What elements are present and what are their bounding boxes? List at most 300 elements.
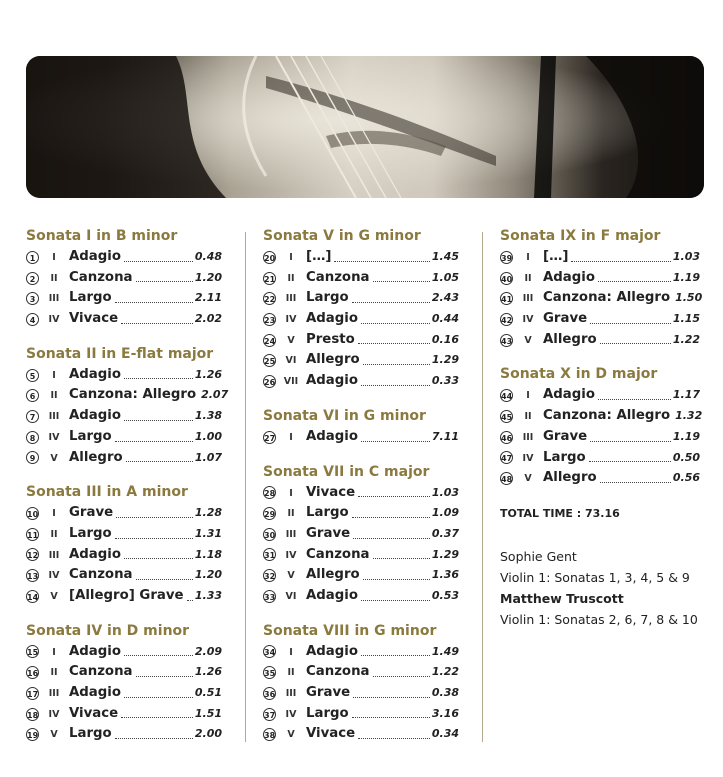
track-row bbox=[263, 483, 459, 504]
movement-title: […] bbox=[306, 249, 332, 264]
track-row bbox=[500, 309, 700, 330]
violin-photo-art bbox=[26, 56, 704, 198]
dot-leader bbox=[334, 260, 429, 262]
track-row bbox=[26, 268, 222, 289]
movement-title: Canzona bbox=[306, 269, 370, 285]
track-number-badge: 9 bbox=[26, 451, 39, 464]
dot-leader bbox=[136, 578, 193, 580]
movement-title: Presto bbox=[306, 331, 355, 347]
track-row bbox=[263, 427, 459, 448]
movement-title: Largo bbox=[69, 726, 112, 742]
dot-leader bbox=[121, 322, 193, 324]
dot-leader bbox=[363, 363, 430, 365]
dot-leader bbox=[115, 537, 193, 539]
track-number-badge: 41 bbox=[500, 292, 513, 305]
tracklist-column-2 bbox=[263, 226, 459, 759]
track-number-badge: 33 bbox=[263, 590, 276, 603]
dot-leader bbox=[358, 495, 430, 497]
movement-numeral: II bbox=[50, 390, 58, 402]
dot-leader bbox=[115, 301, 193, 303]
track-number-badge: 34 bbox=[263, 645, 276, 658]
movement-numeral: III bbox=[48, 688, 60, 699]
track-number-badge: 7 bbox=[26, 410, 39, 423]
track-number-badge: 36 bbox=[263, 687, 276, 700]
track-number-badge: 13 bbox=[26, 569, 39, 582]
track-row bbox=[500, 406, 703, 427]
tracklist-column-1 bbox=[26, 226, 229, 759]
movement-numeral: V bbox=[287, 334, 295, 346]
movement-title: Allegro bbox=[306, 352, 360, 368]
track-number-badge: 31 bbox=[263, 548, 276, 561]
movement-title: Adagio bbox=[69, 685, 121, 700]
track-number-badge: 45 bbox=[500, 410, 513, 423]
track-duration: 1.00 bbox=[194, 429, 222, 443]
track-number-badge: 28 bbox=[263, 486, 276, 499]
sonata-title: Sonata IX in F major bbox=[500, 228, 661, 244]
movement-title: Grave bbox=[69, 505, 114, 521]
track-duration: 1.18 bbox=[194, 547, 222, 561]
movement-numeral: III bbox=[285, 688, 297, 699]
sonata-title: Sonata VI in G minor bbox=[263, 407, 426, 424]
track-duration: 1.17 bbox=[672, 388, 700, 402]
track-row bbox=[263, 724, 459, 745]
track-number-badge: 4 bbox=[26, 313, 39, 326]
movement-numeral: II bbox=[287, 667, 295, 679]
track-number-badge: 8 bbox=[26, 431, 39, 444]
movement-numeral: I bbox=[52, 508, 56, 520]
track-row bbox=[263, 545, 459, 566]
dot-leader bbox=[600, 342, 671, 344]
track-row bbox=[26, 545, 222, 566]
track-number-badge: 39 bbox=[500, 251, 513, 264]
track-row bbox=[263, 309, 459, 330]
movement-numeral: IV bbox=[48, 431, 60, 443]
movement-numeral: II bbox=[287, 272, 295, 284]
movement-numeral: I bbox=[289, 431, 293, 443]
movement-title: Adagio bbox=[69, 643, 121, 659]
movement-numeral: V bbox=[287, 570, 295, 582]
track-duration: 0.44 bbox=[431, 312, 459, 326]
track-duration: 1.45 bbox=[431, 250, 459, 263]
movement-title: Largo bbox=[69, 428, 112, 444]
dot-leader bbox=[124, 557, 193, 559]
movement-title: Grave bbox=[543, 311, 588, 327]
column-3-sonatas bbox=[500, 226, 703, 489]
dot-leader bbox=[589, 460, 671, 462]
movement-title: Allegro bbox=[543, 331, 597, 347]
track-number-badge: 27 bbox=[263, 431, 276, 444]
track-number-badge: 37 bbox=[263, 708, 276, 721]
movement-title: Largo bbox=[306, 505, 349, 521]
movement-title: Canzona bbox=[306, 664, 370, 680]
movement-numeral: V bbox=[50, 590, 58, 602]
movement-numeral: IV bbox=[48, 708, 60, 720]
track-row bbox=[26, 662, 222, 683]
track-number-badge: 12 bbox=[26, 548, 39, 561]
track-row bbox=[26, 365, 222, 386]
track-duration: 1.31 bbox=[194, 526, 222, 540]
dot-leader bbox=[116, 516, 193, 518]
movement-numeral: III bbox=[48, 293, 60, 305]
movement-title: Allegro bbox=[543, 470, 597, 486]
track-row bbox=[26, 565, 222, 586]
movement-numeral: VI bbox=[285, 590, 297, 602]
track-number-badge: 47 bbox=[500, 451, 513, 464]
track-row bbox=[26, 406, 222, 427]
track-row bbox=[500, 330, 700, 351]
track-duration: 1.03 bbox=[672, 250, 700, 263]
movement-numeral: II bbox=[50, 528, 58, 540]
sonata-title: Sonata VIII in G minor bbox=[263, 622, 437, 639]
track-duration: 0.37 bbox=[431, 526, 459, 540]
track-duration: 2.09 bbox=[194, 644, 222, 658]
movement-title: Vivace bbox=[306, 726, 356, 742]
movement-title: Adagio bbox=[543, 269, 595, 285]
track-duration: 2.02 bbox=[194, 312, 222, 326]
performer-1-role: Violin 1: Sonatas 1, 3, 4, 5 & 9 bbox=[500, 569, 690, 585]
movement-numeral: IV bbox=[522, 314, 534, 326]
track-number-badge: 1 bbox=[26, 251, 39, 264]
track-number-badge: 6 bbox=[26, 389, 39, 402]
track-row bbox=[26, 288, 222, 309]
dot-leader bbox=[361, 654, 430, 656]
track-row bbox=[26, 385, 229, 406]
movement-numeral: IV bbox=[522, 452, 534, 464]
dot-leader bbox=[361, 440, 430, 442]
track-duration: 0.38 bbox=[431, 686, 459, 699]
dot-leader bbox=[361, 384, 430, 386]
movement-numeral: II bbox=[287, 508, 295, 520]
track-duration: 1.22 bbox=[431, 665, 459, 679]
track-row bbox=[263, 247, 459, 268]
movement-title: Allegro bbox=[306, 567, 360, 583]
dot-leader bbox=[358, 342, 430, 344]
violin-photo bbox=[26, 56, 704, 198]
movement-numeral: I bbox=[52, 252, 56, 263]
track-row bbox=[263, 683, 459, 704]
track-row bbox=[26, 309, 222, 330]
track-number-badge: 38 bbox=[263, 728, 276, 741]
column-divider-2 bbox=[482, 232, 483, 742]
track-duration: 1.28 bbox=[194, 506, 222, 520]
track-duration: 2.07 bbox=[201, 388, 229, 402]
dot-leader bbox=[124, 654, 193, 656]
track-duration: 1.51 bbox=[194, 706, 222, 720]
movement-title: Largo bbox=[306, 290, 349, 306]
track-duration: 1.03 bbox=[431, 485, 459, 499]
movement-numeral: IV bbox=[48, 570, 60, 582]
track-row bbox=[263, 524, 459, 545]
track-number-badge: 26 bbox=[263, 375, 276, 388]
track-duration: 2.43 bbox=[431, 291, 459, 305]
dot-leader bbox=[352, 716, 430, 718]
sonata-block bbox=[263, 226, 459, 392]
sonata-block bbox=[26, 621, 222, 745]
track-row bbox=[500, 268, 700, 289]
movement-numeral: I bbox=[289, 252, 293, 263]
dot-leader bbox=[373, 675, 430, 677]
track-number-badge: 25 bbox=[263, 354, 276, 367]
track-duration: 1.32 bbox=[675, 409, 703, 423]
track-number-badge: 23 bbox=[263, 313, 276, 326]
track-row bbox=[26, 683, 222, 704]
track-row bbox=[263, 503, 459, 524]
track-number-badge: 5 bbox=[26, 369, 39, 382]
movement-numeral: III bbox=[285, 528, 297, 540]
track-duration: 1.09 bbox=[431, 506, 459, 520]
sonata-title: Sonata IV in D minor bbox=[26, 622, 190, 639]
track-row bbox=[263, 288, 459, 309]
track-row bbox=[263, 330, 459, 351]
movement-numeral: V bbox=[524, 334, 532, 346]
track-duration: 0.50 bbox=[672, 450, 700, 464]
track-row bbox=[26, 448, 222, 469]
movement-title: Adagio bbox=[306, 587, 358, 603]
performer-1-name: Sophie Gent bbox=[500, 548, 577, 564]
track-row bbox=[26, 427, 222, 448]
sonata-block bbox=[500, 226, 703, 350]
track-row bbox=[263, 642, 459, 663]
track-duration: 0.33 bbox=[431, 374, 459, 388]
dot-leader bbox=[352, 301, 430, 303]
movement-numeral: VII bbox=[283, 376, 299, 388]
movement-title: Adagio bbox=[306, 373, 358, 389]
track-row bbox=[26, 642, 222, 663]
movement-title: Adagio bbox=[543, 387, 595, 403]
track-duration: 0.56 bbox=[672, 471, 700, 485]
track-number-badge: 11 bbox=[26, 528, 39, 541]
track-duration: 0.51 bbox=[194, 686, 222, 699]
track-row bbox=[500, 468, 700, 489]
movement-title: Vivace bbox=[306, 484, 356, 500]
track-duration: 3.16 bbox=[431, 706, 459, 720]
track-row bbox=[26, 247, 222, 268]
movement-title: Canzona bbox=[69, 567, 133, 583]
movement-numeral: V bbox=[50, 729, 58, 741]
track-duration: 1.29 bbox=[431, 547, 459, 561]
track-number-badge: 29 bbox=[263, 507, 276, 520]
track-duration: 1.19 bbox=[672, 270, 700, 284]
track-number-badge: 16 bbox=[26, 666, 39, 679]
track-duration: 1.05 bbox=[431, 270, 459, 284]
dot-leader bbox=[126, 460, 193, 462]
track-number-badge: 20 bbox=[263, 251, 276, 264]
track-row bbox=[26, 724, 222, 745]
track-number-badge: 17 bbox=[26, 687, 39, 700]
movement-numeral: II bbox=[524, 272, 532, 284]
dot-leader bbox=[590, 322, 671, 324]
track-duration: 0.16 bbox=[431, 332, 459, 346]
track-number-badge: 24 bbox=[263, 334, 276, 347]
track-number-badge: 15 bbox=[26, 645, 39, 658]
movement-numeral: II bbox=[50, 272, 58, 284]
movement-numeral: I bbox=[52, 646, 56, 658]
track-row bbox=[500, 385, 700, 406]
movement-title: Canzona: Allegro bbox=[543, 408, 671, 424]
sonata-block bbox=[26, 344, 229, 468]
movement-numeral: IV bbox=[285, 549, 297, 561]
dot-leader bbox=[124, 419, 193, 421]
movement-numeral: IV bbox=[48, 314, 60, 326]
sonata-block bbox=[263, 406, 459, 448]
dot-leader bbox=[598, 280, 671, 282]
track-duration: 1.50 bbox=[675, 291, 703, 305]
dot-leader bbox=[124, 260, 193, 262]
track-duration: 1.15 bbox=[672, 312, 700, 326]
track-duration: 0.48 bbox=[194, 250, 222, 263]
track-duration: 1.07 bbox=[194, 450, 222, 464]
movement-title: Adagio bbox=[69, 546, 121, 562]
movement-title: Grave bbox=[543, 428, 588, 444]
track-row bbox=[500, 427, 700, 448]
movement-title: Canzona bbox=[306, 546, 370, 562]
sonata-block bbox=[500, 364, 703, 488]
movement-title: Adagio bbox=[306, 311, 358, 327]
movement-numeral: V bbox=[287, 729, 295, 741]
track-number-badge: 3 bbox=[26, 292, 39, 305]
movement-numeral: VI bbox=[285, 355, 297, 367]
dot-leader bbox=[361, 322, 430, 324]
track-number-badge: 42 bbox=[500, 313, 513, 326]
dot-leader bbox=[124, 696, 193, 698]
track-row bbox=[26, 524, 222, 545]
track-duration: 1.26 bbox=[194, 367, 222, 381]
track-number-badge: 21 bbox=[263, 272, 276, 285]
movement-numeral: III bbox=[522, 431, 534, 443]
track-row bbox=[263, 662, 459, 683]
movement-title: Canzona: Allegro bbox=[543, 290, 671, 306]
sonata-title: Sonata I in B minor bbox=[26, 228, 178, 244]
movement-title: Adagio bbox=[306, 428, 358, 444]
track-duration: 0.34 bbox=[431, 727, 459, 741]
track-duration: 7.11 bbox=[431, 429, 459, 443]
sonata-block bbox=[26, 226, 222, 330]
movement-numeral: I bbox=[526, 252, 530, 263]
dot-leader bbox=[115, 737, 193, 739]
dot-leader bbox=[115, 440, 193, 442]
dot-leader bbox=[373, 557, 430, 559]
movement-title: Canzona bbox=[69, 664, 133, 680]
dot-leader bbox=[600, 481, 671, 483]
track-row bbox=[26, 503, 222, 524]
movement-numeral: III bbox=[285, 293, 297, 305]
dot-leader bbox=[590, 440, 671, 442]
track-duration: 1.38 bbox=[194, 409, 222, 423]
track-duration: 1.20 bbox=[194, 270, 222, 284]
track-row bbox=[263, 704, 459, 725]
movement-numeral: I bbox=[526, 390, 530, 402]
movement-title: Adagio bbox=[69, 408, 121, 424]
movement-numeral: III bbox=[522, 293, 534, 305]
tracklist-column-3 bbox=[500, 226, 703, 630]
movement-title: Grave bbox=[306, 525, 351, 541]
movement-title: Adagio bbox=[69, 366, 121, 382]
movement-title: [Allegro] Grave bbox=[69, 587, 184, 603]
track-number-badge: 14 bbox=[26, 590, 39, 603]
dot-leader bbox=[363, 578, 430, 580]
track-duration: 1.33 bbox=[194, 588, 222, 602]
movement-title: Vivace bbox=[69, 705, 119, 721]
dot-leader bbox=[136, 280, 193, 282]
movement-numeral: I bbox=[289, 487, 293, 499]
performer-2-name: Matthew Truscott bbox=[500, 590, 624, 606]
track-number-badge: 35 bbox=[263, 666, 276, 679]
movement-title: Adagio bbox=[306, 643, 358, 659]
track-duration: 1.49 bbox=[431, 644, 459, 658]
track-duration: 0.53 bbox=[431, 588, 459, 602]
track-row bbox=[26, 586, 222, 607]
track-number-badge: 30 bbox=[263, 528, 276, 541]
track-number-badge: 10 bbox=[26, 507, 39, 520]
movement-numeral: II bbox=[50, 667, 58, 679]
movement-title: Largo bbox=[306, 705, 349, 721]
movement-title: Allegro bbox=[69, 449, 123, 465]
track-number-badge: 48 bbox=[500, 472, 513, 485]
sonata-title: Sonata X in D major bbox=[500, 366, 658, 383]
dot-leader bbox=[571, 260, 670, 262]
sonata-title: Sonata II in E-flat major bbox=[26, 345, 214, 362]
track-duration: 2.11 bbox=[194, 291, 222, 305]
sonata-title: Sonata III in A minor bbox=[26, 484, 188, 501]
movement-numeral: I bbox=[289, 646, 293, 658]
track-duration: 2.00 bbox=[194, 727, 222, 741]
movement-title: Canzona bbox=[69, 269, 133, 285]
dot-leader bbox=[358, 737, 430, 739]
track-duration: 1.19 bbox=[672, 429, 700, 443]
sonata-title: Sonata V in G minor bbox=[263, 228, 421, 244]
track-duration: 1.29 bbox=[431, 353, 459, 367]
movement-title: Adagio bbox=[69, 249, 121, 264]
total-time: TOTAL TIME : 73.16 bbox=[500, 506, 620, 520]
dot-leader bbox=[361, 599, 430, 601]
dot-leader bbox=[598, 398, 671, 400]
track-number-badge: 44 bbox=[500, 389, 513, 402]
track-row bbox=[500, 288, 703, 309]
movement-numeral: III bbox=[48, 549, 60, 561]
track-row bbox=[263, 350, 459, 371]
movement-title: […] bbox=[543, 249, 569, 264]
movement-title: Largo bbox=[69, 525, 112, 541]
movement-title: Vivace bbox=[69, 311, 119, 327]
movement-numeral: II bbox=[524, 411, 532, 423]
sonata-block bbox=[26, 482, 222, 606]
track-number-badge: 40 bbox=[500, 272, 513, 285]
track-duration: 1.26 bbox=[194, 665, 222, 679]
track-number-badge: 2 bbox=[26, 272, 39, 285]
sonata-block bbox=[263, 621, 459, 745]
movement-numeral: IV bbox=[285, 708, 297, 720]
dot-leader bbox=[352, 516, 430, 518]
track-row bbox=[26, 704, 222, 725]
movement-title: Grave bbox=[306, 685, 351, 700]
movement-numeral: I bbox=[52, 369, 56, 381]
credits bbox=[500, 546, 700, 630]
track-number-badge: 22 bbox=[263, 292, 276, 305]
track-row bbox=[263, 371, 459, 392]
dot-leader bbox=[353, 537, 430, 539]
track-row bbox=[500, 247, 700, 268]
dot-leader bbox=[121, 716, 193, 718]
track-row bbox=[263, 565, 459, 586]
track-row bbox=[263, 268, 459, 289]
dot-leader bbox=[353, 696, 430, 698]
dot-leader bbox=[373, 280, 430, 282]
movement-title: Canzona: Allegro bbox=[69, 387, 197, 403]
movement-numeral: III bbox=[48, 411, 60, 423]
movement-numeral: IV bbox=[285, 314, 297, 326]
track-number-badge: 46 bbox=[500, 431, 513, 444]
performer-2-role: Violin 1: Sonatas 2, 6, 7, 8 & 10 bbox=[500, 611, 698, 627]
